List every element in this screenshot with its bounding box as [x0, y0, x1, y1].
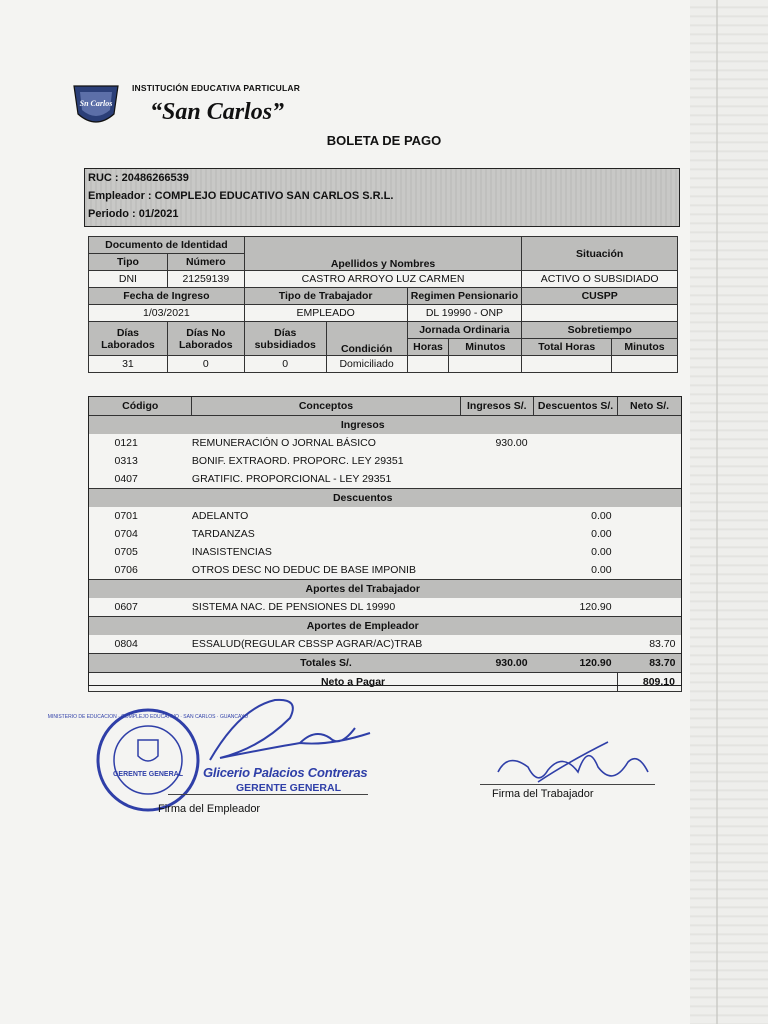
payroll-table — [88, 396, 682, 692]
row-descuento — [534, 635, 618, 654]
section-title: Ingresos — [192, 416, 534, 435]
row-ingreso — [460, 470, 534, 489]
fecha-ingreso: 1/03/2021 — [89, 305, 245, 322]
label-cuspp: CUSPP — [522, 288, 678, 305]
row-code: 0607 — [114, 601, 138, 613]
logo-text: Sn Carlos — [79, 99, 113, 108]
row-code: 0804 — [114, 638, 138, 650]
school-name: “San Carlos” — [150, 99, 285, 125]
stamp-center-text: GERENTE GENERAL — [112, 771, 184, 778]
totals-neto: 83.70 — [618, 654, 682, 673]
tipo-trabajador: EMPLEADO — [244, 305, 407, 322]
section-row-ingresos — [89, 416, 682, 435]
row-concept: BONIF. EXTRAORD. PROPORC. LEY 29351 — [191, 455, 404, 467]
row-concept: GRATIFIC. PROPORCIONAL - LEY 29351 — [191, 473, 392, 485]
net-pay-row — [89, 673, 682, 692]
row-descuento: 0.00 — [591, 510, 612, 522]
employer-name: Empleador : COMPLEJO EDUCATIVO SAN CARLOS S.R.L. — [88, 190, 394, 202]
label-fecha-ingreso: Fecha de Ingreso — [89, 288, 245, 305]
row-code: 0701 — [114, 510, 138, 522]
regimen-pensionario: DL 19990 - ONP — [407, 305, 522, 322]
row-code: 0705 — [114, 546, 138, 558]
condicion: Domiciliado — [326, 356, 407, 373]
jornada-horas — [407, 356, 449, 373]
employer-period: Periodo : 01/2021 — [88, 208, 179, 220]
row-ingreso — [460, 598, 534, 617]
table-row — [89, 561, 682, 580]
sobretiempo-horas — [522, 356, 612, 373]
institution-type: INSTITUCIÓN EDUCATIVA PARTICULAR — [132, 83, 301, 93]
table-row — [89, 635, 682, 654]
dias-subsidiados: 0 — [244, 356, 326, 373]
row-neto — [618, 470, 682, 489]
table-row — [89, 543, 682, 561]
sobretiempo-minutos — [612, 356, 678, 373]
row-descuento: 0.00 — [591, 528, 612, 540]
label-doc-identidad: Documento de Identidad — [89, 237, 245, 254]
row-neto — [618, 561, 682, 580]
row-code: 0706 — [114, 564, 138, 576]
label-total-horas: Total Horas — [522, 339, 612, 356]
section-row-aportes-trab — [89, 580, 682, 599]
row-concept: ADELANTO — [191, 510, 249, 522]
net-pay-label: Neto a Pagar — [89, 673, 618, 692]
table-row — [89, 507, 682, 525]
employer-signature-label: Firma del Empleador — [158, 803, 261, 815]
row-code: 0704 — [114, 528, 138, 540]
worker-situacion: ACTIVO O SUBSIDIADO — [522, 271, 678, 288]
employer-box — [84, 168, 680, 227]
row-ingreso — [460, 507, 534, 525]
col-ingresos: Ingresos S/. — [460, 397, 534, 416]
label-situacion: Situación — [522, 237, 678, 271]
label-jornada: Jornada Ordinaria — [407, 322, 522, 339]
row-neto — [618, 525, 682, 543]
employer-signer-role: GERENTE GENERAL — [236, 782, 342, 794]
label-dias-laborados: Días Laborados — [89, 322, 168, 356]
totals-row — [89, 654, 682, 673]
row-ingreso — [460, 543, 534, 561]
page-fold-line — [716, 0, 718, 1024]
cuspp — [522, 305, 678, 322]
row-concept: INASISTENCIAS — [191, 546, 272, 558]
row-concept: TARDANZAS — [191, 528, 255, 540]
table-row — [89, 598, 682, 617]
row-neto — [618, 434, 682, 452]
label-dias-no-laborados: Días No Laborados — [167, 322, 244, 356]
row-neto: 83.70 — [649, 638, 676, 650]
row-neto — [618, 507, 682, 525]
section-title: Aportes de Empleador — [192, 617, 534, 636]
employer-signer-name: Glicerio Palacios Contreras — [203, 765, 368, 780]
label-minutos: Minutos — [449, 339, 522, 356]
totals-descuento: 120.90 — [534, 654, 618, 673]
section-row-aportes-emp — [89, 617, 682, 636]
row-neto — [618, 598, 682, 617]
table-row — [89, 470, 682, 489]
label-tipo: Tipo — [89, 254, 168, 271]
row-ingreso: 930.00 — [495, 437, 528, 449]
row-ingreso — [460, 561, 534, 580]
row-concept: OTROS DESC NO DEDUC DE BASE IMPONIB — [191, 564, 416, 576]
jornada-minutos — [449, 356, 522, 373]
label-minutos-2: Minutos — [612, 339, 678, 356]
row-concept: REMUNERACIÓN O JORNAL BÁSICO — [191, 437, 376, 449]
table-row — [89, 434, 682, 452]
employer-ruc: RUC : 20486266539 — [88, 172, 189, 184]
row-descuento: 0.00 — [591, 564, 612, 576]
dias-laborados: 31 — [89, 356, 168, 373]
row-ingreso — [460, 452, 534, 470]
net-pay-value: 809.10 — [618, 673, 682, 692]
section-title: Descuentos — [192, 489, 534, 508]
worker-signature — [478, 732, 668, 812]
row-descuento — [534, 452, 618, 470]
label-condicion: Condición — [326, 322, 407, 356]
col-neto: Neto S/. — [618, 397, 682, 416]
worker-name: CASTRO ARROYO LUZ CARMEN — [244, 271, 522, 288]
table-row — [89, 452, 682, 470]
dias-no-laborados: 0 — [167, 356, 244, 373]
col-codigo: Código — [89, 397, 192, 416]
row-neto — [618, 543, 682, 561]
stamp-ring-text: MINISTERIO DE EDUCACION · COMPLEJO EDUCATIVO · SAN CARLOS · GUANCAYO — [47, 714, 249, 720]
section-title: Aportes del Trabajador — [192, 580, 534, 599]
table-row — [89, 525, 682, 543]
row-ingreso — [460, 525, 534, 543]
totals-label: Totales S/. — [192, 654, 460, 673]
label-sobretiempo: Sobretiempo — [522, 322, 678, 339]
employer-signature-line — [168, 794, 368, 795]
label-dias-subsidiados: Días subsidiados — [244, 322, 326, 356]
col-conceptos: Conceptos — [192, 397, 460, 416]
section-row-descuentos — [89, 489, 682, 508]
row-code: 0407 — [114, 473, 138, 485]
label-apellidos: Apellidos y Nombres — [244, 237, 522, 271]
label-numero: Número — [167, 254, 244, 271]
label-horas: Horas — [407, 339, 449, 356]
doc-numero: 21259139 — [167, 271, 244, 288]
label-regimen: Regimen Pensionario — [407, 288, 522, 305]
payroll-header-row — [89, 397, 682, 416]
label-tipo-trabajador: Tipo de Trabajador — [244, 288, 407, 305]
worker-signature-label: Firma del Trabajador — [492, 788, 594, 800]
worker-signature-line — [480, 784, 655, 785]
totals-ingreso: 930.00 — [460, 654, 534, 673]
scanned-page-edge — [690, 0, 768, 1024]
row-concept: SISTEMA NAC. DE PENSIONES DL 19990 — [191, 601, 396, 613]
row-concept: ESSALUD(REGULAR CBSSP AGRAR/AC)TRAB — [191, 638, 423, 650]
row-code: 0313 — [114, 455, 138, 467]
row-descuento: 120.90 — [579, 601, 612, 613]
worker-info-table — [88, 236, 678, 373]
school-logo — [70, 80, 122, 130]
page-title: BOLETA DE PAGO — [326, 133, 442, 148]
col-descuentos: Descuentos S/. — [534, 397, 618, 416]
doc-tipo: DNI — [89, 271, 168, 288]
row-descuento — [534, 434, 618, 452]
row-descuento — [534, 470, 618, 489]
row-ingreso — [460, 635, 534, 654]
row-neto — [618, 452, 682, 470]
row-code: 0121 — [114, 437, 138, 449]
row-descuento: 0.00 — [591, 546, 612, 558]
